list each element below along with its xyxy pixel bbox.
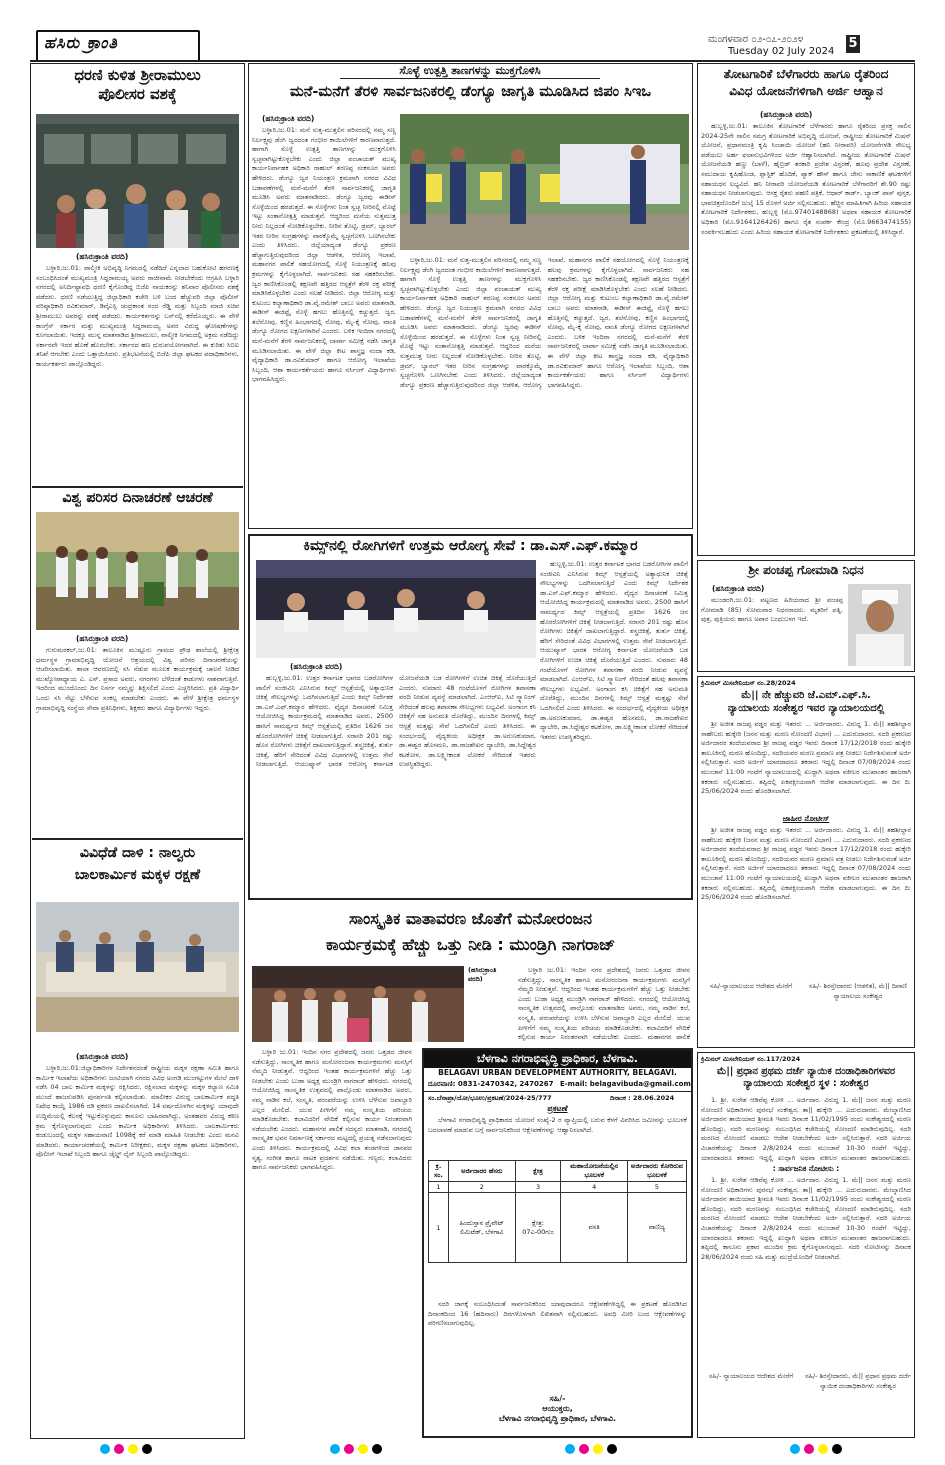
vividhede-body: ಬಳ್ಳಾರಿ,ಜು.01:ಜಿಲ್ಲಾಧಿಕಾರಿಗಳ ನಿರ್ದೇಶನದಂತೆ ರಾಷ್ಟ್ರೀಯ ಮಕ್ಕಳ ರಕ್ಷಣಾ ಸಮಿತಿ ಹಾಗೂ ಕಾರ್ಮಿಕ ಇಲಾಖೆಯ ಅಧಿಕಾರಿಗಳು ಜಂಟಿಯಾಗಿ ನಗರದ ವಿವಿಧ ಅಂಗಡಿ ಮುಂಗಟ್ಟುಗಳ ಮೇಲೆ ದಾಳಿ ನಡೆಸಿ 04 ಬಾಲ ಕಾರ್ಮಿಕ ಮಕ್ಕಳನ್ನು ರಕ್ಷಿಸಿದರು. ರಕ್ಷಿಸಲಾದ ಮಕ್ಕಳನ್ನು ಮಕ್ಕಳ ಕಲ್ಯಾಣ ಸಮಿತಿ ಮುಂದೆ ಹಾಜರುಪಡಿಸಿ ಪುನರ್ವಸತಿ ಕಲ್ಪಿಸಲಾಯಿತು. ಮಾಲೀಕರ ವಿರುದ್ಧ ಬಾಲಕಾರ್ಮಿಕ ಪದ್ಧತಿ ನಿಷೇಧ ಕಾಯ್ದೆ 1986 ರಡಿ ಪ್ರಕರಣ ದಾಖಲಿಸಲಾಗಿದೆ. 14 ವರ್ಷದೊಳಗಿನ ಮಕ್ಕಳನ್ನು ಯಾವುದೇ ಉದ್ದಿಮೆಯಲ್ಲಿ ಕೆಲಸಕ್ಕೆ ಇಟ್ಟುಕೊಳ್ಳುವುದು ಕಾನೂನು ಬಾಹಿರವಾಗಿದ್ದು, ಅಂತಹವರ ವಿರುದ್ಧ ಕಠಿಣ ಕ್ರಮ ಕೈಗೊಳ್ಳಲಾಗುವುದು ಎಂದು ಕಾರ್ಮಿಕ ಅಧಿಕಾರಿಗಳು ತಿಳಿಸಿದರು. ಬಾಲಕಾರ್ಮಿಕರು ಕಂಡುಬಂದಲ್ಲಿ ಮಕ್ಕಳ ಸಹಾಯವಾಣಿ 1098ಕ್ಕೆ ಕರೆ ಮಾಡಿ ಮಾಹಿತಿ ನೀಡಬೇಕು ಎಂದು ಮನವಿ ಮಾಡಿದರು. ಕಾರ್ಯಾಚರಣೆಯಲ್ಲಿ ಕಾರ್ಮಿಕ ನಿರೀಕ್ಷಕರು, ಮಕ್ಕಳ ರಕ್ಷಣಾ ಘಟಕದ ಅಧಿಕಾರಿಗಳು, ಪೊಲೀಸ್ ಇಲಾಖೆ ಸಿಬ್ಬಂದಿ ಹಾಗೂ ಚೈಲ್ಡ್ ಲೈನ್ ಸಿಬ್ಬಂದಿ ಪಾಲ್ಗೊಂಡಿದ್ದರು. bbox=[36, 1064, 239, 1159]
registration-mark-icon bbox=[358, 1444, 368, 1454]
buda-col-header: ಕ್ಷೇತ್ರ bbox=[515, 1161, 561, 1182]
vividhede-credit: (ಹಸಿರುಕ್ರಾಂತಿ ವರದಿ) bbox=[76, 1052, 129, 1061]
dharane-body: ಬಳ್ಳಾರಿ,ಜು.01: ವಾಲ್ಮೀಕಿ ಅಭಿವೃದ್ಧಿ ನಿಗಮದಲ್ಲಿ ನಡೆದಿದೆ ಎನ್ನಲಾದ ಬಹುಕೋಟಿ ಹಗರಣಕ್ಕೆ ಸಂಬಂಧಿಸಿದಂತೆ ಮುಖ್ಯಮಂತ್ರಿ ಸಿದ್ದರಾಮಯ್ಯ ಅವರು ರಾಜೀನಾಮೆ ನೀಡಬೇಕೆಂದು ಆಗ್ರಹಿಸಿ ಬಳ್ಳಾರಿ ನಗರದಲ್ಲಿ ಅನಿರ್ದಿಷ್ಟಾವಧಿ ಧರಣಿ ಕೈಗೊಂಡಿದ್ದ ಬಿಜೆಪಿ ನಾಯಕರನ್ನು ಶನಿವಾರ ಪೊಲೀಸರು ವಶಕ್ಕೆ ಪಡೆದರು. ಧರಣಿ ನಡೆಯುತ್ತಿದ್ದ ಜಿಲ್ಲಾಧಿಕಾರಿ ಕಚೇರಿ ಬಳಿ ಬಂದ ಹೆಚ್ಚುವರಿ ಜಿಲ್ಲಾ ಪೊಲೀಸ್ ವರಿಷ್ಠಾಧಿಕಾರಿ ರವಿಕುಮಾರ್, ಡಿವೈಎಸ್ಪಿ ಚಂದ್ರಕಾಂತ ನಂದ ರೆಡ್ಡಿ ಮತ್ತು ಸಿಬ್ಬಂದಿ ಮಾಜಿ ಸಚಿವ ಶ್ರೀರಾಮುಲು ಅವರನ್ನು ವಶಕ್ಕೆ ಪಡೆದರು. ಕಾರ್ಯಕರ್ತರನ್ನು ಬಸ್‌ನಲ್ಲಿ ಕರೆದೊಯ್ದರು. ಈ ವೇಳೆ ಕಾಂಗ್ರೆಸ್ ಸರ್ಕಾರ ಮತ್ತು ಮುಖ್ಯಮಂತ್ರಿ ಸಿದ್ದರಾಮಯ್ಯ ಅವರ ವಿರುದ್ಧ ಘೋಷಣೆಗಳನ್ನು ಕೂಗಲಾಯಿತು. ಇದಕ್ಕೂ ಮುನ್ನ ಮಾತನಾಡಿದ ಶ್ರೀರಾಮುಲು, ವಾಲ್ಮೀಕಿ ನಿಗಮದಲ್ಲಿ ಅಕ್ರಮ ನಡೆದಿದ್ದು ಸರ್ಕಾರವೇ ಇದರ ಹೊಣೆ ಹೊರಬೇಕು. ಸರ್ಕಾರದ ಹಣ ದುರುಪಯೋಗವಾಗಿದೆ. ಈ ಕುರಿತು ಸಿಬಿಐ ತನಿಖೆ ಆಗಬೇಕು ಎಂದು ಒತ್ತಾಯಿಸಿದರು. ಪ್ರತಿಭಟನೆಯಲ್ಲಿ ಬಿಜೆಪಿ ಜಿಲ್ಲಾ ಘಟಕದ ಪದಾಧಿಕಾರಿಗಳು, ಕಾರ್ಯಕರ್ತರು ಪಾಲ್ಗೊಂಡಿದ್ದರು. bbox=[36, 264, 239, 368]
vishwa-credit: (ಹಸಿರುಕ್ರಾಂತಿ ವರದಿ) bbox=[76, 634, 129, 643]
buda-email: E-mail: belagavibuda@gmail.com bbox=[560, 1080, 691, 1088]
buda-col-number: 5 bbox=[627, 1182, 686, 1193]
registration-mark-icon bbox=[128, 1444, 138, 1454]
divider bbox=[424, 1091, 691, 1092]
kims-headline: ಕಿಮ್ಸ್‌ನಲ್ಲಿ ರೋಗಿಗಳಿಗೆ ಉತ್ತಮ ಆರೋಗ್ಯ ಸೇವೆ : ಡಾ.ಎಸ್.ಎಫ್.ಕಮ್ಮಾರ bbox=[303, 538, 638, 554]
registration-mark-icon bbox=[100, 1444, 110, 1454]
court-notice-1-ref: ಕ್ರಿಮಿನಲ್ ಮಿಸಲೇನಿಯಸ್ ನಂ.28/2024 bbox=[701, 679, 796, 687]
dharane-photo bbox=[36, 114, 239, 248]
buda-title-en: BELAGAVI URBAN DEVELOPMENT AUTHORITY, BELAGAVI. bbox=[438, 1068, 677, 1077]
buda-col-header: ಅರ್ಜಿದಾರರ ಹೆಸರು bbox=[448, 1161, 515, 1182]
date-english: Tuesday 02 July 2024 bbox=[728, 46, 835, 57]
buda-col-header: ಮಹಾಯೋಜನೆಯಲ್ಲಿನ ಭೂಬಳಕೆ bbox=[561, 1161, 627, 1182]
registration-mark-icon bbox=[565, 1444, 575, 1454]
buda-signature: ಸಹಿ/- ಆಯುಕ್ತರು, ಬೆಳಗಾವಿ ನಗರಾಭಿವೃದ್ಧಿ ಪ್ರಾಧಿಕಾರ, ಬೆಳಗಾವಿ. bbox=[498, 1394, 617, 1423]
nagaraj-credit: (ಹಸಿರುಕ್ರಾಂತಿ ವರದಿ) bbox=[468, 966, 497, 983]
registration-mark-icon bbox=[790, 1444, 842, 1454]
court-notice-2-heading: : ಸಾರ್ವಜನಿಕ ನೋಟೀಸು : bbox=[772, 1164, 840, 1173]
buda-table bbox=[428, 1160, 687, 1263]
registration-mark-icon bbox=[818, 1444, 828, 1454]
court-notice-2-ref: ಕ್ರಿಮಿನಲ್ ಮಿಸಲೇನಿಯಸ್ ನಂ.117/2024 bbox=[701, 1055, 801, 1063]
obituary-portrait bbox=[848, 584, 911, 666]
court-notice-1-body: ಶ್ರೀ ಅಜೀತ ರಾಜಪ್ಪ ವಡ್ಡರ ಮತ್ತು ಇತರರು ... ಅರ್ಜಿದಾರರು. ವಿರುದ್ಧ 1. ಮೆ|| ತಹಶೀಲ್ದಾರ ಸಾಹೇಬರು ಹುಕ್ಕೇರಿ (ಜನನ ಮತ್ತು ಮರಣ ನೋಂದಣಿ ವಿಭಾಗ) ... ಎದುರುದಾರರು. ಸದರಿ ಪ್ರಕರಣದ ಅರ್ಜಿದಾರರ ತಂದೆಯವರಾದ ಶ್ರೀ ರಾಜಪ್ಪ ವಡ್ಡರ ಇವರು ದಿನಾಂಕ 17/12/2018 ರಂದು ಹುಕ್ಕೇರಿ ತಾಲೂಕಿನಲ್ಲಿ ಮರಣ ಹೊಂದಿದ್ದು, ಸದರಿಯವರ ಮರಣ ಪ್ರಮಾಣ ಪತ್ರ ನೀಡಲು ನಿರ್ದೇಶಿಸುವಂತೆ ಅರ್ಜಿ ಸಲ್ಲಿಸಿರುತ್ತಾರೆ. ಸದರಿ ಅರ್ಜಿಗೆ ಯಾರದಾದರೂ ತಕರಾರು ಇದ್ದಲ್ಲಿ ದಿನಾಂಕ 07/08/2024 ರಂದು ಮುಂಜಾನೆ 11:00 ಗಂಟೆಗೆ ನ್ಯಾಯಾಲಯದಲ್ಲಿ ಖುದ್ದಾಗಿ ಅಥವಾ ವಕೀಲರ ಮುಖಾಂತರ ಹಾಜರಾಗಿ ತಕರಾರು ಸಲ್ಲಿಸಬಹುದು. ತಪ್ಪಿದಲ್ಲಿ ಏಕಪಕ್ಷೀಯವಾಗಿ ಆದೇಶ ಮಾಡಲಾಗುವುದು. ಈ ದಿನ ದಿ: 25/06/2024 ರಂದು ಹೊರಡಿಸಲಾಗಿದೆ. bbox=[701, 826, 911, 902]
dengue-body-col1: ಬಳ್ಳಾರಿ,ಜು.01: ಮನೆ ಸುತ್ತ-ಮುತ್ತಲಿನ ಪರಿಸರದಲ್ಲಿ ನಮ್ಮ ಸಣ್ಣ ನಿರ್ಲಕ್ಷ್ಯವು ಡೆಂಗಿ ಜ್ವರದಂತ ಗಂಭೀರ ಕಾಯಿಲೆಗಳಿಗೆ ಕಾರಣವಾಗುತ್ತದೆ. ಹಾಗಾಗಿ ಸೊಳ್ಳೆ ಉತ್ಪತ್ತಿ ತಾಣಗಳನ್ನು ಮುಕ್ತಗೊಳಿಸಿ ಸ್ವಚ್ಛವಾಗಿಟ್ಟುಕೊಳ್ಳಬೇಕು ಎಂದು ಜಿಲ್ಲಾ ಪಂಚಾಯತ್ ಮುಖ್ಯ ಕಾರ್ಯನಿರ್ವಾಹಕ ಅಧಿಕಾರಿ ರಾಹುಲ್ ಶರಣಪ್ಪ ಸಂಕನೂರ ಅವರು ಹೇಳಿದರು. ಡೆಂಗ್ಯೂ ಜ್ವರ ನಿಯಂತ್ರಣ ಕ್ರಮವಾಗಿ ನಗರದ ವಿವಿಧ ಬಡಾವಣೆಗಳಲ್ಲಿ ಮನೆ-ಮನೆಗೆ ತೆರಳಿ ಸಾರ್ವಜನಿಕರಲ್ಲಿ ಜಾಗೃತಿ ಮೂಡಿಸಿ ಅವರು ಮಾತನಾಡಿದರು. ಡೆಂಗ್ಯೂ ಜ್ವರವು ಈಡೀಸ್ ಸೊಳ್ಳೆಯಿಂದ ಹರಡುತ್ತದೆ. ಈ ಸೊಳ್ಳೆಗಳು ನಿಂತ ಸ್ವಚ್ಛ ನೀರಿನಲ್ಲಿ ಮೊಟ್ಟೆ ಇಟ್ಟು ಸಂತಾನೋತ್ಪತ್ತಿ ಮಾಡುತ್ತವೆ. ಆದ್ದರಿಂದ ಮನೆಯ ಸುತ್ತಮುತ್ತ ನೀರು ನಿಲ್ಲದಂತೆ ನೋಡಿಕೊಳ್ಳಬೇಕು. ನೀರಿನ ತೊಟ್ಟಿ, ಡ್ರಮ್, ಬ್ಯಾರಲ್ ಇತರ ನೀರಿನ ಸಂಗ್ರಹಗಳನ್ನು ವಾರಕ್ಕೊಮ್ಮೆ ಸ್ವಚ್ಛಗೊಳಿಸಿ ಒಣಗಿಸಬೇಕು ಎಂದು ತಿಳಿಸಿದರು. ಜಿಲ್ಲೆಯಾದ್ಯಂತ ಡೆಂಗ್ಯೂ ಪ್ರಕರಣ ಹೆಚ್ಚಾಗುತ್ತಿರುವುದರಿಂದ ಜಿಲ್ಲಾ ಆಡಳಿತ, ಆರೋಗ್ಯ ಇಲಾಖೆ, ಮಹಾನಗರ ಪಾಲಿಕೆ ಸಹಯೋಗದಲ್ಲಿ ಸೊಳ್ಳೆ ನಿಯಂತ್ರಣಕ್ಕೆ ಹಲವು ಕ್ರಮಗಳನ್ನು ಕೈಗೊಳ್ಳಲಾಗಿದೆ. ಸಾರ್ವಜನಿಕರು ಸಹ ಸಹಕರಿಸಬೇಕು. ಜ್ವರ ಕಾಣಿಸಿಕೊಂಡಲ್ಲಿ ತಕ್ಷಣವೇ ಹತ್ತಿರದ ಆಸ್ಪತ್ರೆಗೆ ತೆರಳಿ ರಕ್ತ ಪರೀಕ್ಷೆ ಮಾಡಿಸಿಕೊಳ್ಳಬೇಕು ಎಂದು ಸಲಹೆ ನೀಡಿದರು. ಜಿಲ್ಲಾ ಆರೋಗ್ಯ ಮತ್ತು ಕುಟುಂಬ ಕಲ್ಯಾಣಾಧಿಕಾರಿ ಡಾ.ವೈ.ರಮೇಶ್ ಬಾಬು ಅವರು ಮಾತನಾಡಿ, ಈಡೀಸ್ ಈಜಿಪ್ಟೈ ಸೊಳ್ಳೆ ಹಗಲು ಹೊತ್ತಿನಲ್ಲಿ ಕಚ್ಚುತ್ತದೆ. ಜ್ವರ, ತಲೆನೋವು, ಕಣ್ಣಿನ ಹಿಂಭಾಗದಲ್ಲಿ ನೋವು, ಮೈ-ಕೈ ನೋವು, ವಾಂತಿ ಡೆಂಗ್ಯೂ ರೋಗದ ಲಕ್ಷಣಗಳಾಗಿವೆ ಎಂದರು. ಬಳಿಕ ಇಂದಿರಾ ನಗರದಲ್ಲಿ ಮನೆ-ಮನೆಗೆ ತೆರಳಿ ಸಾರ್ವಜನಿಕರಲ್ಲಿ ಲಾರ್ವಾ ಸಮೀಕ್ಷೆ ನಡೆಸಿ ಜಾಗೃತಿ ಮೂಡಿಸಲಾಯಿತು. ಈ ವೇಳೆ ಜಿಲ್ಲಾ ಕೀಟ ಶಾಸ್ತ್ರಜ್ಞ ನಂದಾ ಕಡಿ, ವೈದ್ಯಾಧಿಕಾರಿ ಡಾ.ರವಿಕುಮಾರ್ ಹಾಗೂ ಆರೋಗ್ಯ ಇಲಾಖೆಯ ಸಿಬ್ಬಂದಿ, ಆಶಾ ಕಾರ್ಯಕರ್ತೆಯರು ಹಾಗೂ ನರ್ಸಿಂಗ್ ವಿದ್ಯಾರ್ಥಿಗಳು ಭಾಗವಹಿಸಿದ್ದರು. bbox=[252, 126, 396, 384]
registration-mark-icon bbox=[330, 1444, 382, 1454]
dengue-credit: (ಹಸಿರುಕ್ರಾಂತಿ ವರದಿ) bbox=[262, 114, 315, 123]
vishwa-photo bbox=[36, 512, 239, 630]
registration-mark-icon bbox=[790, 1444, 800, 1454]
registration-mark-icon bbox=[607, 1444, 617, 1454]
masthead-title: ಹಸಿರು ಕ್ರಾಂತಿ bbox=[44, 33, 118, 52]
nidhana-headline: ಶ್ರೀ ಪಂಚಪ್ಪ ಗೋಮಾಡಿ ನಿಧನ bbox=[748, 563, 864, 577]
registration-mark-icon bbox=[142, 1444, 152, 1454]
registration-mark-icon bbox=[832, 1444, 842, 1454]
buda-intro: ಬೆಳಗಾವಿ ನಗರಾಭಿವೃದ್ಧಿ ಪ್ರಾಧಿಕಾರದ ಯೋಜನೆ ಸಂಖ್ಯೆ-2 ರ ವ್ಯಾಪ್ತಿಯಲ್ಲಿ ಬರುವ ಕೆಳಗೆ ವಿವರಿಸಿದ ಜಮೀನನ್ನು ಭೂಬಳಕೆ ಬದಲಾವಣೆ ಮಾಡುವ ಬಗ್ಗೆ ಸಾರ್ವಜನಿಕರಿಂದ ಆಕ್ಷೇಪಣೆಗಳನ್ನು ಆಹ್ವಾನಿಸಲಾಗಿದೆ. bbox=[428, 1116, 687, 1134]
table-cell: ಕ್ಷೇತ್ರ: 07ಎ-00ಗುಂ bbox=[515, 1193, 561, 1263]
buda-title-kn: ಬೆಳಗಾವಿ ನಗರಾಭಿವೃದ್ಧಿ ಪ್ರಾಧಿಕಾರ, ಬೆಳಗಾವಿ. bbox=[424, 1050, 691, 1068]
buda-outro: ಸದರಿ ಜಾಗಕ್ಕೆ ಸಂಬಂಧಿಸಿದಂತೆ ಸಾರ್ವಜನಿಕರಿಂದ ಯಾವುದಾದರೂ ಆಕ್ಷೇಪಣೆಗಳಿದ್ದಲ್ಲಿ ಈ ಪ್ರಕಟಣೆ ಹೊರಡಿಸಿದ ದಿನಾಂಕದಿಂದ 16 (ಹದಿನಾರು) ದಿನಗಳೊಳಗಾಗಿ ಲಿಖಿತವಾಗಿ ಸಲ್ಲಿಸಬಹುದು. ಅವಧಿ ಮೀರಿ ಬಂದ ಆಕ್ಷೇಪಣೆಗಳನ್ನು ಪರಿಗಣಿಸಲಾಗುವುದಿಲ್ಲ. bbox=[428, 1300, 687, 1328]
court-notice-2-title: ಮೆ|| ಪ್ರಧಾನ ಪ್ರಥಮ ದರ್ಜೆ ನ್ಯಾಯಿಕ ದಂಡಾಧಿಕಾರಿಗಳವರ ನ್ಯಾಯಾಲಯ ಸಂಕೇಶ್ವರ ಸ್ಥಳ : ಸಂಕೇಶ್ವರ bbox=[716, 1066, 896, 1089]
court-notice-1-sig-right: ಸಹಿ/- ಶಿರಸ್ತೇದಾರರು (ಆಡಳಿತ), ಮೆ|| ದಿವಾಣಿ ನ್ಯಾಯಾಲಯ ಸಂಕೇಶ್ವರ bbox=[809, 982, 907, 1000]
dharane-headline: ಧರಣಿ ಕುಳಿತ ಶ್ರೀರಾಮುಲು ಪೊಲೀಸರ ವಶಕ್ಕೆ bbox=[74, 66, 201, 103]
table-cell: 1 bbox=[429, 1193, 449, 1263]
buda-col-number: 3 bbox=[515, 1182, 561, 1193]
buda-col-number: 1 bbox=[429, 1182, 449, 1193]
buda-col-header: ಕ್ರ. ಸಂ. bbox=[429, 1161, 449, 1182]
nagaraj-body-top: ಬಳ್ಳಾರಿ ಜು.01: ಇಂದಿನ ನಗರ ಪ್ರದೇಶದಲ್ಲಿ ಜನರು ಒತ್ತಡದ ಜೀವನ ನಡೆಸುತ್ತಿದ್ದು, ಸಾಂಸ್ಕೃತಿಕ ಹಾಗೂ ಮನೋರಂಜನಾ ಕಾರ್ಯಕ್ರಮಗಳು ಮನಸ್ಸಿಗೆ ನೆಮ್ಮದಿ ನೀಡುತ್ತವೆ. ಆದ್ದರಿಂದ ಇಂತಹ ಕಾರ್ಯಕ್ರಮಗಳಿಗೆ ಹೆಚ್ಚು ಒತ್ತು ನೀಡಬೇಕು ಎಂದು ಬುಡಾ ಅಧ್ಯಕ್ಷ ಮುಂಡ್ರಿಗಿ ನಾಗರಾಜ್ ಹೇಳಿದರು. ನಗರದಲ್ಲಿ ಆಯೋಜಿಸಿದ್ದ ಸಾಂಸ್ಕೃತಿಕ ಉತ್ಸವದಲ್ಲಿ ಪಾಲ್ಗೊಂಡು ಮಾತನಾಡಿದ ಅವರು, ನಮ್ಮ ನಾಡಿನ ಕಲೆ, ಸಂಸ್ಕೃತಿ, ಪರಂಪರೆಯನ್ನು ಉಳಿಸಿ ಬೆಳೆಸುವ ಜವಾಬ್ದಾರಿ ಎಲ್ಲರ ಮೇಲಿದೆ. ಯುವ ಪೀಳಿಗೆಗೆ ನಮ್ಮ ಸಂಸ್ಕೃತಿಯ ಪರಿಚಯ ಮಾಡಿಕೊಡಬೇಕು. ಕಲಾವಿದರಿಗೆ ವೇದಿಕೆ ಕಲ್ಪಿಸುವ ಕಾರ್ಯ ನಿರಂತರವಾಗಿ ನಡೆಯಬೇಕು ಎಂದರು. ಮಹಾನಗರ ಪಾಲಿಕೆ bbox=[518, 966, 690, 1042]
buda-date: ದಿನಾಂಕ : 28.06.2024 bbox=[610, 1094, 675, 1102]
registration-mark-icon bbox=[344, 1444, 354, 1454]
buda-col-header: ಅರ್ಜಿದಾರರು ಕೋರಿರುವ ಭೂಬಳಕೆ bbox=[627, 1161, 686, 1182]
buda-ref: ಸಂ.ಬೆನಾಪ್ರಾ/ಯೋ/ಭೂಉ/ಪ್ರಕಟಣೆ/2024-25/777 bbox=[428, 1094, 552, 1102]
vishwa-body: ಗುರುಮಠಕಲ್,ಜು.01: ತಾಲೂಕಿನ ಮುಷ್ಟೂರು ಗ್ರಾಮದ ಪ್ರೌಢ ಶಾಲೆಯಲ್ಲಿ ಶ್ರೀಕ್ಷೇತ್ರ ಧರ್ಮಸ್ಥಳ ಗ್ರಾಮಾಭಿವೃದ್ಧಿ ಯೋಜನೆ ಆಶ್ರಯದಲ್ಲಿ ವಿಶ್ವ ಪರಿಸರ ದಿನಾಚರಣೆಯನ್ನು ಆಚರಿಸಲಾಯಿತು. ಶಾಲಾ ಆವರಣದಲ್ಲಿ ಸಸಿ ನೆಡುವ ಮೂಲಕ ಕಾರ್ಯಕ್ರಮಕ್ಕೆ ಚಾಲನೆ ನೀಡಿದ ಮುಖ್ಯೋಪಾಧ್ಯಾಯ ಎ. ಎಸ್. ಪ್ರಸಾದ ಅವರು, ನಗರಗಳು ಬೆಳೆದಂತೆ ಕಾಡುಗಳು ನಾಶವಾಗುತ್ತಿವೆ. ಇದರಿಂದ ಮುಂದೊಂದು ದಿನ ನಿಸರ್ಗ ನಮ್ಮನ್ನು ಶಿಕ್ಷಿಸಲಿದೆ ಎಂದು ಎಚ್ಚರಿಸಿದರು. ಪ್ರತಿ ವಿದ್ಯಾರ್ಥಿ ಒಂದು ಸಸಿ ನೆಟ್ಟು ಬೆಳೆಸುವ ಸಂಕಲ್ಪ ಮಾಡಬೇಕು ಎಂದರು. ಈ ವೇಳೆ ಶ್ರೀಕ್ಷೇತ್ರ ಧರ್ಮಸ್ಥಳ ಗ್ರಾಮಾಭಿವೃದ್ಧಿ ಸಂಸ್ಥೆಯ ಸೇವಾ ಪ್ರತಿನಿಧಿಗಳು, ಶಿಕ್ಷಕರು ಹಾಗೂ ವಿದ್ಯಾರ್ಥಿಗಳು ಇದ್ದರು. bbox=[36, 646, 239, 712]
registration-mark-icon bbox=[114, 1444, 124, 1454]
kims-body-col1: ಹುಬ್ಬಳ್ಳಿ,ಜು.01: ಉತ್ತರ ಕರ್ನಾಟಕ ಭಾಗದ ಬಡರೋಗಿಗಳ ಪಾಲಿಗೆ ಸಂಜೀವಿನಿ ಎನಿಸಿರುವ ಕಿಮ್ಸ್ ಆಸ್ಪತ್ರೆಯಲ್ಲಿ ಅತ್ಯಾಧುನಿಕ ಚಿಕಿತ್ಸೆ ಸೌಲಭ್ಯಗಳನ್ನು ಒದಗಿಸಲಾಗುತ್ತಿದೆ ಎಂದು ಕಿಮ್ಸ್ ನಿರ್ದೇಶಕ ಡಾ.ಎಸ್.ಎಫ್.ಕಮ್ಮಾರ ಹೇಳಿದರು. ವೈದ್ಯರ ದಿನಾಚರಣೆ ನಿಮಿತ್ತ ಆಯೋಜಿಸಿದ್ದ ಕಾರ್ಯಕ್ರಮದಲ್ಲಿ ಮಾತನಾಡಿದ ಅವರು, 2500 ಹಾಸಿಗೆ ಸಾಮರ್ಥ್ಯದ ಕಿಮ್ಸ್ ಆಸ್ಪತ್ರೆಯಲ್ಲಿ ಪ್ರತಿದಿನ 1626 ಜನ ಹೊರರೋಗಿಗಳಿಗೆ ಚಿಕಿತ್ಸೆ ನೀಡಲಾಗುತ್ತಿದೆ. ಸರಾಸರಿ 201 ರಷ್ಟು ಹೊಸ ರೋಗಿಗಳು ಚಿಕಿತ್ಸೆಗೆ ದಾಖಲಾಗುತ್ತಿದ್ದಾರೆ. ಶಸ್ತ್ರಚಿಕಿತ್ಸೆ, ತುರ್ತು ಚಿಕಿತ್ಸೆ, ಹೆರಿಗೆ ಸೇರಿದಂತೆ ವಿವಿಧ ವಿಭಾಗಗಳಲ್ಲಿ ಉತ್ತಮ ಸೇವೆ ನೀಡಲಾಗುತ್ತಿದೆ. ಆಯುಷ್ಮಾನ್ ಭಾರತ ಆರೋಗ್ಯ ಕರ್ನಾಟಕ ಯೋಜನೆಯಡಿ ಬಡ ರೋಗಿಗಳಿಗೆ ಉಚಿತ ಚಿಕಿತ್ಸೆ ದೊರೆಯುತ್ತಿದೆ ಎಂದರು. ಸುಮಾರು 48 ಗಂಟೆಯೊಳಗೆ ರೋಗಿಗಳ ತಪಾಸಣಾ ವರದಿ ನೀಡುವ ವ್ಯವಸ್ಥೆ ಮಾಡಲಾಗಿದೆ. ಎಂಆರ್‌ಐ, ಸಿಟಿ ಸ್ಕ್ಯಾನಿಂಗ್ ಸೇರಿದಂತೆ ಹಲವು ತಪಾಸಣಾ ಸೌಲಭ್ಯಗಳು ಲಭ್ಯವಿವೆ. ಅಂಗಾಂಗ ಕಸಿ ಚಿಕಿತ್ಸೆಗೆ ಸಹ ಅನುಮತಿ ದೊರೆತಿದ್ದು, ಮುಂದಿನ ದಿನಗಳಲ್ಲಿ ಕಿಮ್ಸ್ ಆಸ್ಪತ್ರೆ ಮತ್ತಷ್ಟು ಸೇವೆ ಒದಗಿಸಲಿದೆ ಎಂದು ತಿಳಿಸಿದರು. ಈ ಸಂದರ್ಭದಲ್ಲಿ ವೈದ್ಯಕೀಯ ಅಧೀಕ್ಷಕ ಡಾ.ಅರುಣಕುಮಾರ, ಡಾ.ಈಶ್ವರ ಹೊಸಮನಿ, ಡಾ.ರಾಜಶೇಖರ ದ್ಯಾಬೇರಿ, ಡಾ.ಸಿದ್ದೇಶ್ವರ ಕಟಕೋಳ, ಡಾ.ಲಕ್ಷ್ಮೀಕಾಂತ ಲೋಕರೆ ಸೇರಿದಂತೆ ಇತರರು ಉಪಸ್ಥಿತರಿದ್ದರು. bbox=[256, 674, 536, 769]
vividhede-headline: ವಿವಿಧೆಡೆ ದಾಳಿ : ನಾಲ್ವರು ಬಾಲಕಾರ್ಮಿಕ ಮಕ್ಕಳ ರಕ್ಷಣೆ bbox=[74, 845, 201, 884]
registration-mark-icon bbox=[804, 1444, 814, 1454]
kims-photo bbox=[256, 560, 536, 658]
dengue-body-col2: ಬಳ್ಳಾರಿ,ಜು.01: ಮನೆ ಸುತ್ತ-ಮುತ್ತಲಿನ ಪರಿಸರದಲ್ಲಿ ನಮ್ಮ ಸಣ್ಣ ನಿರ್ಲಕ್ಷ್ಯವು ಡೆಂಗಿ ಜ್ವರದಂತ ಗಂಭೀರ ಕಾಯಿಲೆಗಳಿಗೆ ಕಾರಣವಾಗುತ್ತದೆ. ಹಾಗಾಗಿ ಸೊಳ್ಳೆ ಉತ್ಪತ್ತಿ ತಾಣಗಳನ್ನು ಮುಕ್ತಗೊಳಿಸಿ ಸ್ವಚ್ಛವಾಗಿಟ್ಟುಕೊಳ್ಳಬೇಕು ಎಂದು ಜಿಲ್ಲಾ ಪಂಚಾಯತ್ ಮುಖ್ಯ ಕಾರ್ಯನಿರ್ವಾಹಕ ಅಧಿಕಾರಿ ರಾಹುಲ್ ಶರಣಪ್ಪ ಸಂಕನೂರ ಅವರು ಹೇಳಿದರು. ಡೆಂಗ್ಯೂ ಜ್ವರ ನಿಯಂತ್ರಣ ಕ್ರಮವಾಗಿ ನಗರದ ವಿವಿಧ ಬಡಾವಣೆಗಳಲ್ಲಿ ಮನೆ-ಮನೆಗೆ ತೆರಳಿ ಸಾರ್ವಜನಿಕರಲ್ಲಿ ಜಾಗೃತಿ ಮೂಡಿಸಿ ಅವರು ಮಾತನಾಡಿದರು. ಡೆಂಗ್ಯೂ ಜ್ವರವು ಈಡೀಸ್ ಸೊಳ್ಳೆಯಿಂದ ಹರಡುತ್ತದೆ. ಈ ಸೊಳ್ಳೆಗಳು ನಿಂತ ಸ್ವಚ್ಛ ನೀರಿನಲ್ಲಿ ಮೊಟ್ಟೆ ಇಟ್ಟು ಸಂತಾನೋತ್ಪತ್ತಿ ಮಾಡುತ್ತವೆ. ಆದ್ದರಿಂದ ಮನೆಯ ಸುತ್ತಮುತ್ತ ನೀರು ನಿಲ್ಲದಂತೆ ನೋಡಿಕೊಳ್ಳಬೇಕು. ನೀರಿನ ತೊಟ್ಟಿ, ಡ್ರಮ್, ಬ್ಯಾರಲ್ ಇತರ ನೀರಿನ ಸಂಗ್ರಹಗಳನ್ನು ವಾರಕ್ಕೊಮ್ಮೆ ಸ್ವಚ್ಛಗೊಳಿಸಿ ಒಣಗಿಸಬೇಕು ಎಂದು ತಿಳಿಸಿದರು. ಜಿಲ್ಲೆಯಾದ್ಯಂತ ಡೆಂಗ್ಯೂ ಪ್ರಕರಣ ಹೆಚ್ಚಾಗುತ್ತಿರುವುದರಿಂದ ಜಿಲ್ಲಾ ಆಡಳಿತ, ಆರೋಗ್ಯ ಇಲಾಖೆ, ಮಹಾನಗರ ಪಾಲಿಕೆ ಸಹಯೋಗದಲ್ಲಿ ಸೊಳ್ಳೆ ನಿಯಂತ್ರಣಕ್ಕೆ ಹಲವು ಕ್ರಮಗಳನ್ನು ಕೈಗೊಳ್ಳಲಾಗಿದೆ. ಸಾರ್ವಜನಿಕರು ಸಹ ಸಹಕರಿಸಬೇಕು. ಜ್ವರ ಕಾಣಿಸಿಕೊಂಡಲ್ಲಿ ತಕ್ಷಣವೇ ಹತ್ತಿರದ ಆಸ್ಪತ್ರೆಗೆ ತೆರಳಿ ರಕ್ತ ಪರೀಕ್ಷೆ ಮಾಡಿಸಿಕೊಳ್ಳಬೇಕು ಎಂದು ಸಲಹೆ ನೀಡಿದರು. ಜಿಲ್ಲಾ ಆರೋಗ್ಯ ಮತ್ತು ಕುಟುಂಬ ಕಲ್ಯಾಣಾಧಿಕಾರಿ ಡಾ.ವೈ.ರಮೇಶ್ ಬಾಬು ಅವರು ಮಾತನಾಡಿ, ಈಡೀಸ್ ಈಜಿಪ್ಟೈ ಸೊಳ್ಳೆ ಹಗಲು ಹೊತ್ತಿನಲ್ಲಿ ಕಚ್ಚುತ್ತದೆ. ಜ್ವರ, ತಲೆನೋವು, ಕಣ್ಣಿನ ಹಿಂಭಾಗದಲ್ಲಿ ನೋವು, ಮೈ-ಕೈ ನೋವು, ವಾಂತಿ ಡೆಂಗ್ಯೂ ರೋಗದ ಲಕ್ಷಣಗಳಾಗಿವೆ ಎಂದರು. ಬಳಿಕ ಇಂದಿರಾ ನಗರದಲ್ಲಿ ಮನೆ-ಮನೆಗೆ ತೆರಳಿ ಸಾರ್ವಜನಿಕರಲ್ಲಿ ಲಾರ್ವಾ ಸಮೀಕ್ಷೆ ನಡೆಸಿ ಜಾಗೃತಿ ಮೂಡಿಸಲಾಯಿತು. ಈ ವೇಳೆ ಜಿಲ್ಲಾ ಕೀಟ ಶಾಸ್ತ್ರಜ್ಞ ನಂದಾ ಕಡಿ, ವೈದ್ಯಾಧಿಕಾರಿ ಡಾ.ರವಿಕುಮಾರ್ ಹಾಗೂ ಆರೋಗ್ಯ ಇಲಾಖೆಯ ಸಿಬ್ಬಂದಿ, ಆಶಾ ಕಾರ್ಯಕರ್ತೆಯರು ಹಾಗೂ ನರ್ಸಿಂಗ್ ವಿದ್ಯಾರ್ಥಿಗಳು ಭಾಗವಹಿಸಿದ್ದರು. bbox=[400, 256, 689, 389]
registration-mark-icon bbox=[565, 1444, 617, 1454]
buda-phone: ದೂರವಾಣಿ: 0831-2470342, 2470267 bbox=[428, 1080, 554, 1088]
court-notice-1-parties: ಶ್ರೀ ಅಜೀತ ರಾಜಪ್ಪ ವಡ್ಡರ ಮತ್ತು ಇತರರು ... ಅರ್ಜಿದಾರರು. ವಿರುದ್ಧ 1. ಮೆ|| ತಹಶೀಲ್ದಾರ ಸಾಹೇಬರು ಹುಕ್ಕೇರಿ (ಜನನ ಮತ್ತು ಮರಣ ನೋಂದಣಿ ವಿಭಾಗ) ... ಎದುರುದಾರರು. ಸದರಿ ಪ್ರಕರಣದ ಅರ್ಜಿದಾರರ ತಂದೆಯವರಾದ ಶ್ರೀ ರಾಜಪ್ಪ ವಡ್ಡರ ಇವರು ದಿನಾಂಕ 17/12/2018 ರಂದು ಹುಕ್ಕೇರಿ ತಾಲೂಕಿನಲ್ಲಿ ಮರಣ ಹೊಂದಿದ್ದು, ಸದರಿಯವರ ಮರಣ ಪ್ರಮಾಣ ಪತ್ರ ನೀಡಲು ನಿರ್ದೇಶಿಸುವಂತೆ ಅರ್ಜಿ ಸಲ್ಲಿಸಿರುತ್ತಾರೆ. ಸದರಿ ಅರ್ಜಿಗೆ ಯಾರದಾದರೂ ತಕರಾರು ಇದ್ದಲ್ಲಿ ದಿನಾಂಕ 07/08/2024 ರಂದು ಮುಂಜಾನೆ 11:00 ಗಂಟೆಗೆ ನ್ಯಾಯಾಲಯದಲ್ಲಿ ಖುದ್ದಾಗಿ ಅಥವಾ ವಕೀಲರ ಮುಖಾಂತರ ಹಾಜರಾಗಿ ತಕರಾರು ಸಲ್ಲಿಸಬಹುದು. ತಪ್ಪಿದಲ್ಲಿ ಏಕಪಕ್ಷೀಯವಾಗಿ ಆದೇಶ ಮಾಡಲಾಗುವುದು. ಈ ದಿನ ದಿ: 25/06/2024 ರಂದು ಹೊರಡಿಸಲಾಗಿದೆ. bbox=[701, 720, 911, 796]
buda-col-number: 2 bbox=[448, 1182, 515, 1193]
nagaraj-photo bbox=[252, 966, 464, 1042]
nagaraj-headline: ಸಾಂಸ್ಕೃತಿಕ ವಾತಾವರಣ ಜೊತೆಗೆ ಮನೋರಂಜನ ಕಾರ್ಯಕ್ರಮಕ್ಕೆ ಹೆಚ್ಚು ಒತ್ತು ನೀಡಿ : ಮುಂಡ್ರಿಗಿ ನಾಗರಾಜ್ bbox=[325, 909, 616, 954]
kims-credit: (ಹಸಿರುಕ್ರಾಂತಿ ವರದಿ) bbox=[290, 662, 343, 671]
masthead-rule bbox=[30, 60, 915, 62]
court-notice-1-sig-left: ಸಹಿ/-ನ್ಯಾಯಾಲಯದ ಆದೇಶದ ಮೇರೆಗೆ bbox=[709, 982, 793, 990]
dengue-kicker: ಸೊಳ್ಳೆ ಉತ್ಪತ್ತಿ ತಾಣಗಳನ್ನು ಮುಕ್ತಗೊಳಿಸಿ bbox=[340, 64, 600, 79]
registration-mark-icon bbox=[593, 1444, 603, 1454]
nidhana-credit: (ಹಸಿರುಕ್ರಾಂತಿ ವರದಿ) bbox=[712, 584, 765, 593]
thotagarike-headline: ತೋಟಗಾರಿಕೆ ಬೆಳೆಗಾರರು ಹಾಗೂ ರೈತರಿಂದ ವಿವಿಧ ಯೋಜನೆಗಳಿಗಾಗಿ ಅರ್ಜಿ ಆಹ್ವಾನ bbox=[723, 67, 889, 98]
divider bbox=[32, 486, 243, 488]
court-notice-1-title: ಮೆ|| ನೇ ಹೆಚ್ಚುವರಿ ಜೆ.ಎಮ್.ಎಫ್.ಸಿ. ನ್ಯಾಯಾಲಯ ಸಂಕೇಶ್ವರ ಇವರ ನ್ಯಾಯಾಲಯದಲ್ಲಿ bbox=[727, 690, 885, 714]
thotagarike-credit: (ಹಸಿರುಕ್ರಾಂತಿ ವರದಿ) bbox=[760, 110, 813, 119]
registration-mark-icon bbox=[100, 1444, 152, 1454]
dengue-headline: ಮನೆ-ಮನೆಗೆ ತೆರಳಿ ಸಾರ್ವಜನಿಕರಲ್ಲಿ ಡೆಂಗ್ಯೂ ಜಾಗೃತಿ ಮೂಡಿಸಿದ ಜಿಪಂ ಸಿಇಒ bbox=[289, 84, 651, 100]
dharane-credit: (ಹಸಿರುಕ್ರಾಂತಿ ವರದಿ) bbox=[76, 252, 129, 261]
table-cell: ವಾಣಿಜ್ಯ bbox=[627, 1193, 686, 1263]
court-notice-2-body: 1. ಶ್ರೀ. ಸುರೇಶ ಆಡಿವೆಪ್ಪ ಕೋಳಿ ... ಅರ್ಜಿದಾರ. ವಿರುದ್ಧ 1. ಮೆ|| ಜನನ ಮತ್ತು ಮರಣ ನೋಂದಣಿ ಅಧಿಕಾರಿಗಳು ಪುರಸಭೆ ಸಂಕೇಶ್ವರ, ತಾ|| ಹುಕ್ಕೇರಿ ... ಎದುರುದಾರರು. ಮೇಲ್ಕಾಣಿಸಿದ ಅರ್ಜಿದಾರನ ತಾಯಿಯಾದ ಶ್ರೀಮತಿ ಇವರು ದಿನಾಂಕ 11/02/1995 ರಂದು ಸಂಕೇಶ್ವರದಲ್ಲಿ ಮರಣ ಹೊಂದಿದ್ದು, ಸದರಿ ಮರಣವನ್ನು ಸಂಬಂಧಿಸಿದ ಕಚೇರಿಯಲ್ಲಿ ನೋಂದಣಿ ಮಾಡಿರುವುದಿಲ್ಲ. ಸದರಿ ಮರಣದ ನೋಂದಣಿ ಮಾಡಲು ಆದೇಶ ನೀಡಬೇಕೆಂದು ಅರ್ಜಿ ಸಲ್ಲಿಸಿರುತ್ತಾರೆ. ಸದರಿ ಅರ್ಜಿಯ ವಿಚಾರಣೆಯನ್ನು ದಿನಾಂಕ 2/8/2024 ರಂದು ಮುಂಜಾನೆ 10-30 ಗಂಟೆಗೆ ಇಟ್ಟಿದ್ದು, ಯಾರದಾದರೂ ತಕರಾರು ಇದ್ದಲ್ಲಿ ಖುದ್ದಾಗಿ ಅಥವಾ ವಕೀಲರ ಮುಖಾಂತರ ಹಾಜರಾಗಬಹುದು. ತಪ್ಪಿದಲ್ಲಿ ಕಾನೂನು ಪ್ರಕಾರ ಮುಂದಿನ ಕ್ರಮ ಕೈಗೊಳ್ಳಲಾಗುವುದು. ಸದರಿ ನೋಟೀಸನ್ನು ದಿನಾಂಕ 28/06/2024 ರಂದು ಸಹಿ ಮತ್ತು ಮುದ್ರೆಯೊಂದಿಗೆ ನೀಡಲಾಗಿದೆ. bbox=[701, 1176, 911, 1261]
table-cell: ಹಿಂದುಸ್ತಾನ ಪ್ರೈವೇಟ್ ಲಿಮಿಟೆಡ್, ಬೆಳಗಾವಿ bbox=[448, 1193, 515, 1263]
dengue-photo bbox=[400, 114, 689, 250]
nidhana-body: ಮುಂಡರಗಿ,ಜು.01: ಪಟ್ಟಣದ ಹಿರಿಯರಾದ ಶ್ರೀ ಪಂಚಪ್ಪ ಗೋಮಾಡಿ (85) ಸೋಮವಾರ ನಿಧನರಾದರು. ಮೃತರಿಗೆ ಪತ್ನಿ, ಪುತ್ರ, ಪುತ್ರಿಯರು ಹಾಗೂ ಅಪಾರ ಬಂಧುಬಳಗ ಇದೆ. bbox=[701, 596, 843, 624]
court-notice-2-sig-left: ಸಹಿ/- ನ್ಯಾಯಾಲಯದ ಆದೇಶದ ಮೇರೆಗೆ bbox=[708, 1372, 794, 1380]
vividhede-photo bbox=[36, 902, 239, 1032]
registration-mark-icon bbox=[579, 1444, 589, 1454]
court-notice-2-parties: 1. ಶ್ರೀ. ಸುರೇಶ ಆಡಿವೆಪ್ಪ ಕೋಳಿ ... ಅರ್ಜಿದಾರ. ವಿರುದ್ಧ 1. ಮೆ|| ಜನನ ಮತ್ತು ಮರಣ ನೋಂದಣಿ ಅಧಿಕಾರಿಗಳು ಪುರಸಭೆ ಸಂಕೇಶ್ವರ, ತಾ|| ಹುಕ್ಕೇರಿ ... ಎದುರುದಾರರು. ಮೇಲ್ಕಾಣಿಸಿದ ಅರ್ಜಿದಾರನ ತಾಯಿಯಾದ ಶ್ರೀಮತಿ ಇವರು ದಿನಾಂಕ 11/02/1995 ರಂದು ಸಂಕೇಶ್ವರದಲ್ಲಿ ಮರಣ ಹೊಂದಿದ್ದು, ಸದರಿ ಮರಣವನ್ನು ಸಂಬಂಧಿಸಿದ ಕಚೇರಿಯಲ್ಲಿ ನೋಂದಣಿ ಮಾಡಿರುವುದಿಲ್ಲ. ಸದರಿ ಮರಣದ ನೋಂದಣಿ ಮಾಡಲು ಆದೇಶ ನೀಡಬೇಕೆಂದು ಅರ್ಜಿ ಸಲ್ಲಿಸಿರುತ್ತಾರೆ. ಸದರಿ ಅರ್ಜಿಯ ವಿಚಾರಣೆಯನ್ನು ದಿನಾಂಕ 2/8/2024 ರಂದು ಮುಂಜಾನೆ 10-30 ಗಂಟೆಗೆ ಇಟ್ಟಿದ್ದು, ಯಾರದಾದರೂ ತಕರಾರು ಇದ್ದಲ್ಲಿ ಖುದ್ದಾಗಿ ಅಥವಾ ವಕೀಲರ ಮುಖಾಂತರ ಹಾಜರಾಗಬಹುದು. bbox=[701, 1096, 911, 1162]
court-notice-2-sig-right: ಸಹಿ/- ಶಿರಸ್ತೇದಾರರು, ಮೆ|| ಪ್ರಧಾನ ಪ್ರಥಮ ದರ್ಜೆ ನ್ಯಾಯಿಕ ದಂಡಾಧಿಕಾರಿಗಳು ಸಂಕೇಶ್ವರ bbox=[805, 1372, 911, 1390]
registration-mark-icon bbox=[372, 1444, 382, 1454]
vishwa-headline: ವಿಶ್ವ ಪರಿಸರ ದಿನಾಚರಣೆ ಆಚರಣೆ bbox=[62, 490, 213, 506]
buda-heading: ಪ್ರಕಟಣೆ bbox=[547, 1104, 568, 1113]
thotagarike-body: ಹುಬ್ಬಳ್ಳಿ,ಜು.01: ತಾಲೂಕಿನ ತೋಟಗಾರಿಕೆ ಬೆಳೆಗಾರರು ಹಾಗೂ ರೈತರಿಂದ ಪ್ರಸಕ್ತ ಸಾಲಿನ 2024-25ನೇ ಸಾಲಿನ ಸಮಗ್ರ ತೋಟಗಾರಿಕೆ ಅಭಿವೃದ್ಧಿ ಯೋಜನೆ, ರಾಷ್ಟ್ರೀಯ ತೋಟಗಾರಿಕೆ ಮಿಷನ್ ಯೋಜನೆ, ಪ್ರಧಾನಮಂತ್ರಿ ಕೃಷಿ ಸಿಂಚಾಯಿ ಯೋಜನೆ (ಹನಿ ನೀರಾವರಿ) ಯೋಜನೆಗಳಡಿ ಸೌಲಭ್ಯ ಪಡೆಯಲು ಅರ್ಹ ಫಲಾನುಭವಿಗಳಿಂದ ಅರ್ಜಿ ಆಹ್ವಾನಿಸಲಾಗಿದೆ. ರಾಷ್ಟ್ರೀಯ ತೋಟಗಾರಿಕೆ ಮಿಷನ್ ಯೋಜನೆಯಡಿ ಹಣ್ಣು (ಬಾಳೆ), ಹೈಬ್ರಿಡ್ ತರಕಾರಿ ಪ್ರದೇಶ ವಿಸ್ತರಣೆ, ಹೂವು ಪ್ರದೇಶ ವಿಸ್ತರಣೆ, ಸಮುದಾಯ ಕೃಷಿಹೊಂಡ, ಪ್ಲಾಸ್ಟಿಕ್ ಹೊದಿಕೆ, ಪ್ಯಾಕ್ ಹೌಸ್ ಹಾಗೂ ಜೇನು ಸಾಕಾಣಿಕೆ ಘಟಕಗಳಿಗೆ ಸಹಾಯಧನ ಲಭ್ಯವಿದೆ. ಹನಿ ನೀರಾವರಿ ಯೋಜನೆಯಡಿ ತೋಟಗಾರಿಕೆ ಬೆಳೆಗಾರರಿಗೆ ಶೇ.90 ರಷ್ಟು ಸಹಾಯಧನ ನೀಡಲಾಗುವುದು. ಆಸಕ್ತ ರೈತರು ಪಹಣಿ ಪತ್ರಿಕೆ, ಆಧಾರ್ ಕಾರ್ಡ್, ಬ್ಯಾಂಕ್ ಪಾಸ್ ಪುಸ್ತಕ, ಭಾವಚಿತ್ರದೊಂದಿಗೆ ಜುಲೈ 15 ರೊಳಗೆ ಅರ್ಜಿ ಸಲ್ಲಿಸಬಹುದು. ಹೆಚ್ಚಿನ ಮಾಹಿತಿಗಾಗಿ ಹಿರಿಯ ಸಹಾಯಕ ತೋಟಗಾರಿಕೆ ನಿರ್ದೇಶಕರು, ಹುಬ್ಬಳ್ಳಿ (ಮೊ.9740148868) ಅಥವಾ ಸಹಾಯಕ ತೋಟಗಾರಿಕೆ ಅಧಿಕಾರಿ (ಮೊ.9164126426) ಹಾಗೂ ರೈತ ಸಂಪರ್ಕ ಕೇಂದ್ರ (ಮೊ.9663474155) ಸಂಪರ್ಕಿಸಬಹುದು ಎಂದು ಹಿರಿಯ ಸಹಾಯಕ ತೋಟಗಾರಿಕೆ ನಿರ್ದೇಶಕರು ಪ್ರಕಟಣೆಯಲ್ಲಿ ತಿಳಿಸಿದ್ದಾರೆ. bbox=[701, 122, 911, 236]
divider bbox=[32, 838, 243, 840]
kims-body-col3: ಹುಬ್ಬಳ್ಳಿ,ಜು.01: ಉತ್ತರ ಕರ್ನಾಟಕ ಭಾಗದ ಬಡರೋಗಿಗಳ ಪಾಲಿಗೆ ಸಂಜೀವಿನಿ ಎನಿಸಿರುವ ಕಿಮ್ಸ್ ಆಸ್ಪತ್ರೆಯಲ್ಲಿ ಅತ್ಯಾಧುನಿಕ ಚಿಕಿತ್ಸೆ ಸೌಲಭ್ಯಗಳನ್ನು ಒದಗಿಸಲಾಗುತ್ತಿದೆ ಎಂದು ಕಿಮ್ಸ್ ನಿರ್ದೇಶಕ ಡಾ.ಎಸ್.ಎಫ್.ಕಮ್ಮಾರ ಹೇಳಿದರು. ವೈದ್ಯರ ದಿನಾಚರಣೆ ನಿಮಿತ್ತ ಆಯೋಜಿಸಿದ್ದ ಕಾರ್ಯಕ್ರಮದಲ್ಲಿ ಮಾತನಾಡಿದ ಅವರು, 2500 ಹಾಸಿಗೆ ಸಾಮರ್ಥ್ಯದ ಕಿಮ್ಸ್ ಆಸ್ಪತ್ರೆಯಲ್ಲಿ ಪ್ರತಿದಿನ 1626 ಜನ ಹೊರರೋಗಿಗಳಿಗೆ ಚಿಕಿತ್ಸೆ ನೀಡಲಾಗುತ್ತಿದೆ. ಸರಾಸರಿ 201 ರಷ್ಟು ಹೊಸ ರೋಗಿಗಳು ಚಿಕಿತ್ಸೆಗೆ ದಾಖಲಾಗುತ್ತಿದ್ದಾರೆ. ಶಸ್ತ್ರಚಿಕಿತ್ಸೆ, ತುರ್ತು ಚಿಕಿತ್ಸೆ, ಹೆರಿಗೆ ಸೇರಿದಂತೆ ವಿವಿಧ ವಿಭಾಗಗಳಲ್ಲಿ ಉತ್ತಮ ಸೇವೆ ನೀಡಲಾಗುತ್ತಿದೆ. ಆಯುಷ್ಮಾನ್ ಭಾರತ ಆರೋಗ್ಯ ಕರ್ನಾಟಕ ಯೋಜನೆಯಡಿ ಬಡ ರೋಗಿಗಳಿಗೆ ಉಚಿತ ಚಿಕಿತ್ಸೆ ದೊರೆಯುತ್ತಿದೆ ಎಂದರು. ಸುಮಾರು 48 ಗಂಟೆಯೊಳಗೆ ರೋಗಿಗಳ ತಪಾಸಣಾ ವರದಿ ನೀಡುವ ವ್ಯವಸ್ಥೆ ಮಾಡಲಾಗಿದೆ. ಎಂಆರ್‌ಐ, ಸಿಟಿ ಸ್ಕ್ಯಾನಿಂಗ್ ಸೇರಿದಂತೆ ಹಲವು ತಪಾಸಣಾ ಸೌಲಭ್ಯಗಳು ಲಭ್ಯವಿವೆ. ಅಂಗಾಂಗ ಕಸಿ ಚಿಕಿತ್ಸೆಗೆ ಸಹ ಅನುಮತಿ ದೊರೆತಿದ್ದು, ಮುಂದಿನ ದಿನಗಳಲ್ಲಿ ಕಿಮ್ಸ್ ಆಸ್ಪತ್ರೆ ಮತ್ತಷ್ಟು ಸೇವೆ ಒದಗಿಸಲಿದೆ ಎಂದು ತಿಳಿಸಿದರು. ಈ ಸಂದರ್ಭದಲ್ಲಿ ವೈದ್ಯಕೀಯ ಅಧೀಕ್ಷಕ ಡಾ.ಅರುಣಕುಮಾರ, ಡಾ.ಈಶ್ವರ ಹೊಸಮನಿ, ಡಾ.ರಾಜಶೇಖರ ದ್ಯಾಬೇರಿ, ಡಾ.ಸಿದ್ದೇಶ್ವರ ಕಟಕೋಳ, ಡಾ.ಲಕ್ಷ್ಮೀಕಾಂತ ಲೋಕರೆ ಸೇರಿದಂತೆ ಇತರರು ಉಪಸ್ಥಿತರಿದ್ದರು. bbox=[540, 560, 688, 741]
registration-mark-icon bbox=[330, 1444, 340, 1454]
court-notice-1-heading: ಜಾಹೀರ ನೋಟೀಸ್ bbox=[782, 814, 830, 823]
date-kannada: ಮಂಗಳವಾರ ೦೨-೦೭-೨೦೨೪ bbox=[708, 34, 804, 45]
page-number: 5 bbox=[846, 35, 860, 53]
table-cell: ವಸತಿ bbox=[561, 1193, 627, 1263]
nagaraj-body-left: ಬಳ್ಳಾರಿ ಜು.01: ಇಂದಿನ ನಗರ ಪ್ರದೇಶದಲ್ಲಿ ಜನರು ಒತ್ತಡದ ಜೀವನ ನಡೆಸುತ್ತಿದ್ದು, ಸಾಂಸ್ಕೃತಿಕ ಹಾಗೂ ಮನೋರಂಜನಾ ಕಾರ್ಯಕ್ರಮಗಳು ಮನಸ್ಸಿಗೆ ನೆಮ್ಮದಿ ನೀಡುತ್ತವೆ. ಆದ್ದರಿಂದ ಇಂತಹ ಕಾರ್ಯಕ್ರಮಗಳಿಗೆ ಹೆಚ್ಚು ಒತ್ತು ನೀಡಬೇಕು ಎಂದು ಬುಡಾ ಅಧ್ಯಕ್ಷ ಮುಂಡ್ರಿಗಿ ನಾಗರಾಜ್ ಹೇಳಿದರು. ನಗರದಲ್ಲಿ ಆಯೋಜಿಸಿದ್ದ ಸಾಂಸ್ಕೃತಿಕ ಉತ್ಸವದಲ್ಲಿ ಪಾಲ್ಗೊಂಡು ಮಾತನಾಡಿದ ಅವರು, ನಮ್ಮ ನಾಡಿನ ಕಲೆ, ಸಂಸ್ಕೃತಿ, ಪರಂಪರೆಯನ್ನು ಉಳಿಸಿ ಬೆಳೆಸುವ ಜವಾಬ್ದಾರಿ ಎಲ್ಲರ ಮೇಲಿದೆ. ಯುವ ಪೀಳಿಗೆಗೆ ನಮ್ಮ ಸಂಸ್ಕೃತಿಯ ಪರಿಚಯ ಮಾಡಿಕೊಡಬೇಕು. ಕಲಾವಿದರಿಗೆ ವೇದಿಕೆ ಕಲ್ಪಿಸುವ ಕಾರ್ಯ ನಿರಂತರವಾಗಿ ನಡೆಯಬೇಕು ಎಂದರು. ಮಹಾನಗರ ಪಾಲಿಕೆ ಸದಸ್ಯರು ಮಾತನಾಡಿ, ನಗರದಲ್ಲಿ ಸಾಂಸ್ಕೃತಿಕ ಭವನ ನಿರ್ಮಾಣಕ್ಕೆ ಸರ್ಕಾರದ ಮಟ್ಟದಲ್ಲಿ ಪ್ರಯತ್ನ ನಡೆಸಲಾಗುವುದು ಎಂದು ತಿಳಿಸಿದರು. ಕಾರ್ಯಕ್ರಮದಲ್ಲಿ ವಿವಿಧ ಕಲಾ ತಂಡಗಳಿಂದ ಜಾನಪದ ನೃತ್ಯ, ಸಂಗೀತ ಹಾಗೂ ನಾಟಕ ಪ್ರದರ್ಶನ ನಡೆಯಿತು. ಗಣ್ಯರು, ಕಲಾವಿದರು ಹಾಗೂ ಸಾರ್ವಜನಿಕರು ಭಾಗವಹಿಸಿದ್ದರು. bbox=[252, 1048, 412, 1172]
buda-col-number: 4 bbox=[561, 1182, 627, 1193]
